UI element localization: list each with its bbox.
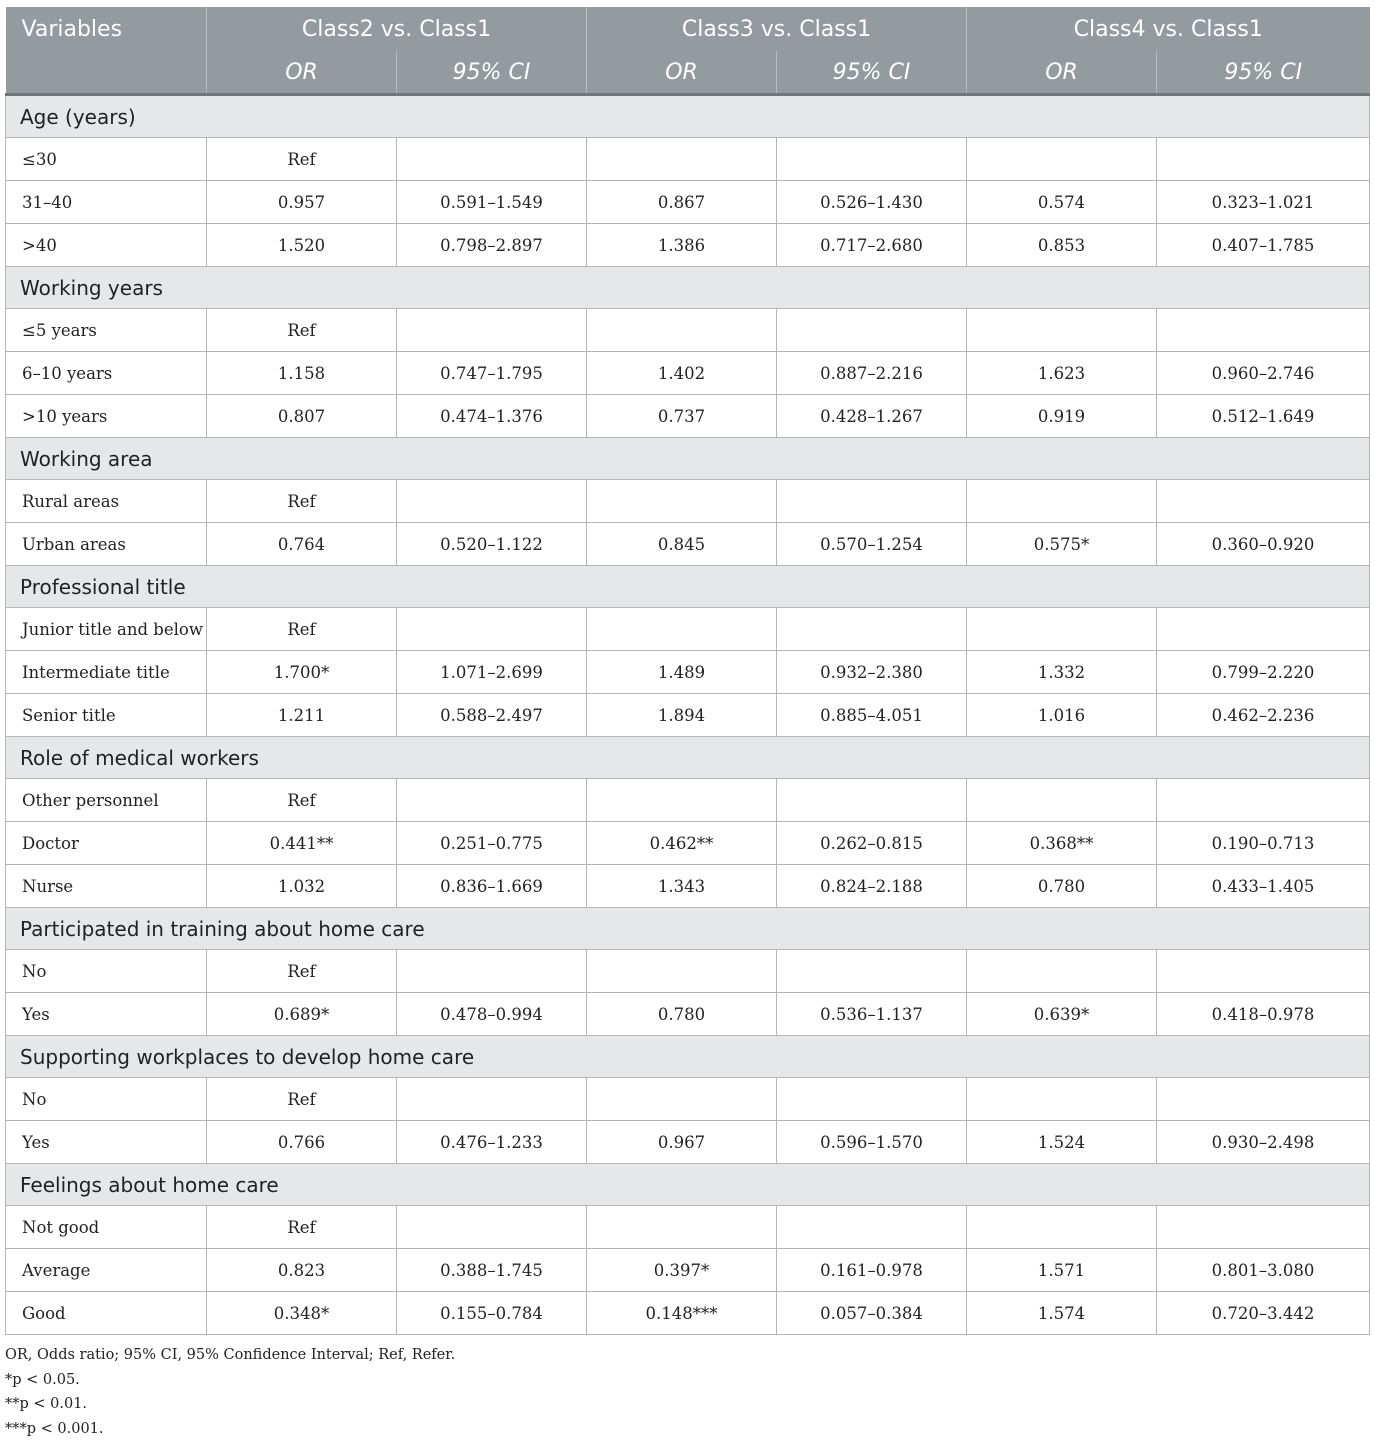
table-row [6, 1206, 1370, 1249]
or-cell: 1.032 [207, 865, 397, 908]
or-cell: Ref [207, 779, 397, 822]
or-cell: 1.571 [967, 1249, 1157, 1292]
section-title: Working area [6, 438, 1370, 480]
row-label: Other personnel [6, 779, 207, 822]
ci-cell [397, 1206, 587, 1249]
row-label: No [6, 1078, 207, 1121]
or-cell: 0.462** [587, 822, 777, 865]
footnote: ***p < 0.001. [5, 1420, 104, 1437]
table-row [6, 1249, 1370, 1292]
ci-cell: 0.418–0.978 [1157, 993, 1370, 1036]
row-label: Yes [6, 993, 207, 1036]
or-cell [967, 608, 1157, 651]
or-cell [587, 138, 777, 181]
section-title: Participated in training about home care [6, 908, 1370, 950]
or-cell [967, 1206, 1157, 1249]
or-cell [967, 779, 1157, 822]
row-label: >10 years [6, 395, 207, 438]
table-row [6, 950, 1370, 993]
ci-cell: 0.407–1.785 [1157, 224, 1370, 267]
ci-cell: 1.071–2.699 [397, 651, 587, 694]
ci-cell [777, 480, 967, 523]
or-cell [967, 309, 1157, 352]
ci-cell: 0.801–3.080 [1157, 1249, 1370, 1292]
section-header-row [6, 737, 1370, 779]
or-cell: 0.853 [967, 224, 1157, 267]
row-label: No [6, 950, 207, 993]
or-cell: 0.807 [207, 395, 397, 438]
section-title: Feelings about home care [6, 1164, 1370, 1206]
footnote: **p < 0.01. [5, 1396, 88, 1412]
ci-cell [1157, 950, 1370, 993]
row-label: Junior title and below [6, 608, 207, 651]
or-cell: 0.845 [587, 523, 777, 566]
or-cell: 1.016 [967, 694, 1157, 737]
or-cell: 0.397* [587, 1249, 777, 1292]
ci-cell: 0.155–0.784 [397, 1292, 587, 1335]
row-label: Good [6, 1292, 207, 1335]
table-row [6, 352, 1370, 395]
or-cell: Ref [207, 138, 397, 181]
row-label: ≤5 years [6, 309, 207, 352]
or-cell: 1.343 [587, 865, 777, 908]
ci-cell: 0.885–4.051 [777, 694, 967, 737]
ci-cell [777, 309, 967, 352]
section-header-row [6, 95, 1370, 138]
or-cell: 1.158 [207, 352, 397, 395]
row-label: 31–40 [6, 181, 207, 224]
or-cell [587, 608, 777, 651]
ci-cell: 0.717–2.680 [777, 224, 967, 267]
table-row [6, 865, 1370, 908]
or-cell: 0.967 [587, 1121, 777, 1164]
ci-cell: 0.799–2.220 [1157, 651, 1370, 694]
or-cell: Ref [207, 480, 397, 523]
table-header [6, 7, 1370, 95]
table-row [6, 608, 1370, 651]
header-or: OR [967, 51, 1157, 95]
ci-cell: 0.824–2.188 [777, 865, 967, 908]
or-cell: Ref [207, 1206, 397, 1249]
ci-cell: 0.478–0.994 [397, 993, 587, 1036]
ci-cell [1157, 1206, 1370, 1249]
table-row [6, 480, 1370, 523]
ci-cell [1157, 309, 1370, 352]
table-row [6, 224, 1370, 267]
row-label: Yes [6, 1121, 207, 1164]
or-cell: 1.211 [207, 694, 397, 737]
section-header-row [6, 1036, 1370, 1078]
or-cell [967, 480, 1157, 523]
or-cell: Ref [207, 950, 397, 993]
row-label: 6–10 years [6, 352, 207, 395]
or-cell: 0.766 [207, 1121, 397, 1164]
footnote: OR, Odds ratio; 95% CI, 95% Confidence Interval; Ref, Refer. [5, 1347, 456, 1363]
ci-cell: 0.388–1.745 [397, 1249, 587, 1292]
table-row [6, 1292, 1370, 1335]
table-row [6, 1078, 1370, 1121]
table-row [6, 822, 1370, 865]
ci-cell [777, 779, 967, 822]
ci-cell [1157, 1078, 1370, 1121]
row-label: Average [6, 1249, 207, 1292]
ci-cell: 0.798–2.897 [397, 224, 587, 267]
ci-cell: 0.570–1.254 [777, 523, 967, 566]
odds-ratio-table [5, 7, 1370, 1335]
ci-cell: 0.057–0.384 [777, 1292, 967, 1335]
ci-cell: 0.930–2.498 [1157, 1121, 1370, 1164]
header-class4-vs-class1: Class4 vs. Class1 [967, 7, 1370, 51]
ci-cell: 0.536–1.137 [777, 993, 967, 1036]
ci-cell: 0.251–0.775 [397, 822, 587, 865]
or-cell: 0.780 [967, 865, 1157, 908]
section-title: Supporting workplaces to develop home care [6, 1036, 1370, 1078]
or-cell: 1.332 [967, 651, 1157, 694]
ci-cell: 0.887–2.216 [777, 352, 967, 395]
or-cell: 1.894 [587, 694, 777, 737]
or-cell: 0.919 [967, 395, 1157, 438]
or-cell [587, 779, 777, 822]
results-table-container [5, 7, 1369, 1441]
or-cell: 0.148*** [587, 1292, 777, 1335]
row-label: Nurse [6, 865, 207, 908]
ci-cell: 0.720–3.442 [1157, 1292, 1370, 1335]
ci-cell [777, 1078, 967, 1121]
ci-cell [397, 608, 587, 651]
header-ci: 95% CI [397, 51, 587, 95]
or-cell: 0.441** [207, 822, 397, 865]
ci-cell: 0.433–1.405 [1157, 865, 1370, 908]
or-cell: 0.689* [207, 993, 397, 1036]
table-row [6, 779, 1370, 822]
table-row [6, 309, 1370, 352]
section-header-row [6, 908, 1370, 950]
or-cell: 1.524 [967, 1121, 1157, 1164]
or-cell [587, 950, 777, 993]
header-or: OR [207, 51, 397, 95]
ci-cell: 0.591–1.549 [397, 181, 587, 224]
or-cell: 1.623 [967, 352, 1157, 395]
table-row [6, 523, 1370, 566]
ci-cell: 0.462–2.236 [1157, 694, 1370, 737]
row-label: Rural areas [6, 480, 207, 523]
row-label: Not good [6, 1206, 207, 1249]
or-cell: 1.700* [207, 651, 397, 694]
ci-cell [777, 1206, 967, 1249]
ci-cell: 0.360–0.920 [1157, 523, 1370, 566]
ci-cell: 0.960–2.746 [1157, 352, 1370, 395]
ci-cell: 0.474–1.376 [397, 395, 587, 438]
ci-cell [397, 779, 587, 822]
table-footnotes [5, 1343, 1369, 1441]
section-title: Working years [6, 267, 1370, 309]
or-cell: 0.574 [967, 181, 1157, 224]
or-cell: 1.489 [587, 651, 777, 694]
ci-cell: 0.836–1.669 [397, 865, 587, 908]
ci-cell: 0.161–0.978 [777, 1249, 967, 1292]
ci-cell: 0.476–1.233 [397, 1121, 587, 1164]
ci-cell: 0.588–2.497 [397, 694, 587, 737]
table-row [6, 181, 1370, 224]
section-header-row [6, 438, 1370, 480]
or-cell: 0.348* [207, 1292, 397, 1335]
section-title: Role of medical workers [6, 737, 1370, 779]
section-header-row [6, 1164, 1370, 1206]
ci-cell [1157, 779, 1370, 822]
or-cell [967, 138, 1157, 181]
or-cell: 0.639* [967, 993, 1157, 1036]
ci-cell [397, 138, 587, 181]
or-cell: 0.867 [587, 181, 777, 224]
ci-cell [777, 608, 967, 651]
ci-cell: 0.512–1.649 [1157, 395, 1370, 438]
header-variables: Variables [6, 7, 207, 51]
ci-cell [397, 309, 587, 352]
table-row [6, 395, 1370, 438]
ci-cell: 0.190–0.713 [1157, 822, 1370, 865]
or-cell [967, 1078, 1157, 1121]
or-cell: 1.386 [587, 224, 777, 267]
table-row [6, 694, 1370, 737]
ci-cell: 0.932–2.380 [777, 651, 967, 694]
header-class3-vs-class1: Class3 vs. Class1 [587, 7, 967, 51]
ci-cell [1157, 480, 1370, 523]
or-cell: 1.520 [207, 224, 397, 267]
header-blank [6, 51, 207, 95]
or-cell: 0.737 [587, 395, 777, 438]
or-cell [587, 309, 777, 352]
table-row [6, 1121, 1370, 1164]
footnote: *p < 0.05. [5, 1371, 80, 1388]
table-row [6, 651, 1370, 694]
or-cell: Ref [207, 608, 397, 651]
or-cell: 1.574 [967, 1292, 1157, 1335]
or-cell [967, 950, 1157, 993]
ci-cell: 0.526–1.430 [777, 181, 967, 224]
ci-cell [1157, 138, 1370, 181]
ci-cell: 0.428–1.267 [777, 395, 967, 438]
or-cell: 0.575* [967, 523, 1157, 566]
row-label: Doctor [6, 822, 207, 865]
or-cell [587, 1078, 777, 1121]
header-class2-vs-class1: Class2 vs. Class1 [207, 7, 587, 51]
header-ci: 95% CI [777, 51, 967, 95]
ci-cell [1157, 608, 1370, 651]
ci-cell [397, 1078, 587, 1121]
or-cell: 0.823 [207, 1249, 397, 1292]
or-cell [587, 1206, 777, 1249]
section-title: Professional title [6, 566, 1370, 608]
ci-cell: 0.520–1.122 [397, 523, 587, 566]
ci-cell: 0.323–1.021 [1157, 181, 1370, 224]
ci-cell: 0.747–1.795 [397, 352, 587, 395]
row-label: Senior title [6, 694, 207, 737]
section-header-row [6, 566, 1370, 608]
or-cell [587, 480, 777, 523]
ci-cell [777, 138, 967, 181]
section-header-row [6, 267, 1370, 309]
header-or: OR [587, 51, 777, 95]
table-body [6, 95, 1370, 1335]
or-cell: Ref [207, 309, 397, 352]
ci-cell: 0.596–1.570 [777, 1121, 967, 1164]
row-label: ≤30 [6, 138, 207, 181]
row-label: Intermediate title [6, 651, 207, 694]
or-cell: 0.368** [967, 822, 1157, 865]
ci-cell [397, 480, 587, 523]
or-cell: 0.764 [207, 523, 397, 566]
or-cell: 0.957 [207, 181, 397, 224]
or-cell: 0.780 [587, 993, 777, 1036]
or-cell: Ref [207, 1078, 397, 1121]
or-cell: 1.402 [587, 352, 777, 395]
ci-cell: 0.262–0.815 [777, 822, 967, 865]
ci-cell [777, 950, 967, 993]
row-label: Urban areas [6, 523, 207, 566]
section-title: Age (years) [6, 95, 1370, 138]
table-row [6, 993, 1370, 1036]
ci-cell [397, 950, 587, 993]
table-row [6, 138, 1370, 181]
header-ci: 95% CI [1157, 51, 1370, 95]
row-label: >40 [6, 224, 207, 267]
